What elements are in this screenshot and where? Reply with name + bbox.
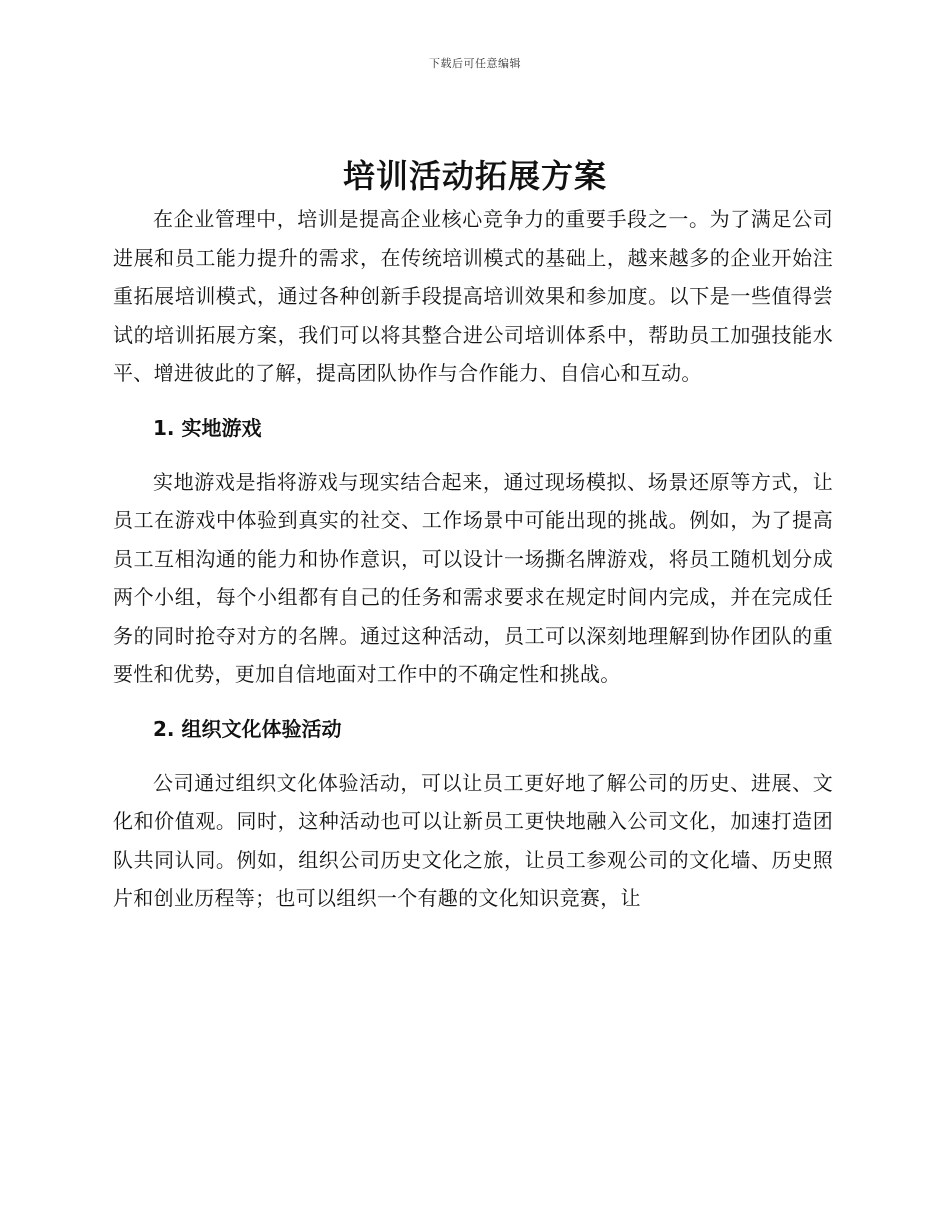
section-heading-2: 2. 组织文化体验活动 — [153, 716, 342, 741]
intro-paragraph: 在企业管理中，培训是提高企业核心竞争力的重要手段之一。为了满足公司进展和员工能力提升的需求，在传统培训模式的基础上，越来越多的企业开始注重拓展培训模式，通过各种创新手段提高培训效果和参加度。以下是一些值得尝试的培训拓展方案，我们可以将其整合进公司培训体系中，帮助员工加强技能水平、增进彼此的了解，提高团队协作与合作能力、自信心和互动。 — [113, 207, 833, 385]
section-paragraph-2: 公司通过组织文化体验活动，可以让员工更好地了解公司的历史、进展、文化和价值观。同时，这种活动也可以让新员工更快地融入公司文化，加速打造团队共同认同。例如，组织公司历史文化之旅，让员工参观公司的文化墙、历史照片和创业历程等；也可以组织一个有趣的文化知识竞赛，让 — [113, 770, 833, 910]
document-title: 培训活动拓展方案 — [342, 157, 607, 195]
header-note: 下载后可任意编辑 — [429, 57, 521, 70]
section-heading-1: 1. 实地游戏 — [153, 415, 262, 440]
section-paragraph-1: 实地游戏是指将游戏与现实结合起来，通过现场模拟、场景还原等方式，让员工在游戏中体验到真实的社交、工作场景中可能出现的挑战。例如，为了提高员工互相沟通的能力和协作意识，可以设计一场撕名牌游戏，将员工随机划分成两个小组，每个小组都有自己的任务和需求要求在规定时间内完成，并在完成任务的同时抢夺对方的名牌。通过这种活动，员工可以深刻地理解到协作团队的重要性和优势，更加自信地面对工作中的不确定性和挑战。 — [113, 469, 833, 686]
document-body — [113, 200, 833, 918]
